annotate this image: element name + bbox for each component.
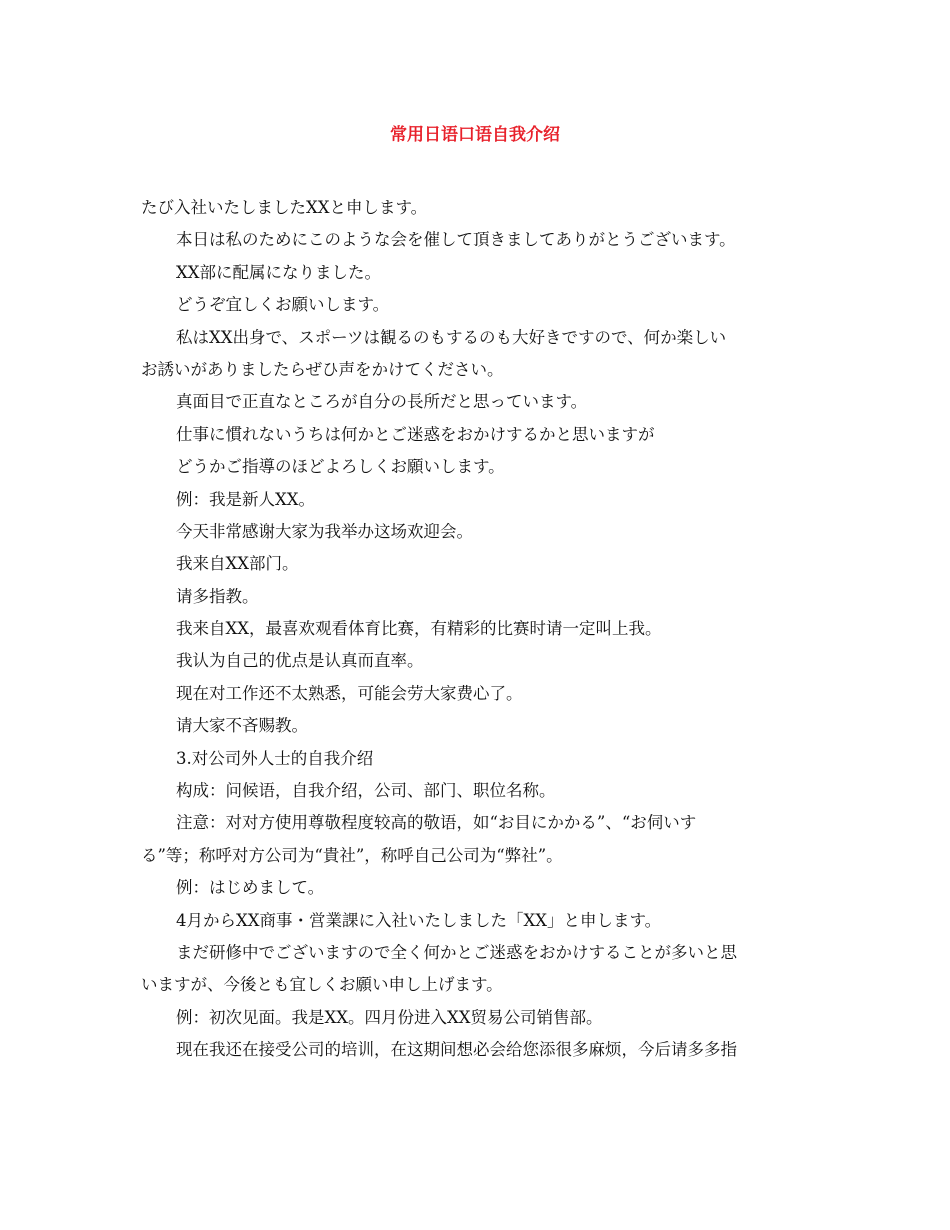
paragraph-line: 今天非常感谢大家为我举办这场欢迎会。 <box>176 521 473 541</box>
paragraph-line: たび入社いたしましたXXと申します。 <box>141 198 428 217</box>
paragraph-line: 现在对工作还不太熟悉，可能会劳大家费心了。 <box>176 683 523 703</box>
paragraph-line: 注意：对对方使用尊敬程度较高的敬语，如“お目にかかる”、“お伺いす <box>176 813 697 833</box>
paragraph-line: 请大家不吝赐教。 <box>176 716 308 736</box>
paragraph-line: お誘いがありましたらぜひ声をかけてください。 <box>141 359 504 379</box>
paragraph-line: どうぞ宜しくお願いします。 <box>176 295 390 315</box>
document-title: 常用日语口语自我介绍 <box>390 125 560 145</box>
section-heading: 3.对公司外人士的自我介绍 <box>176 748 374 768</box>
paragraph-line: 4月からXX商事・営業課に入社いたしました「XX」と申します。 <box>176 910 662 930</box>
paragraph-line: る”等；称呼对方公司为“貴社”，称呼自己公司为“弊社”。 <box>141 845 563 865</box>
paragraph-line: 我认为自己的优点是认真而直率。 <box>176 651 424 671</box>
paragraph-line: 真面目で正直なところが自分の長所だと思っています。 <box>176 392 588 412</box>
paragraph-line: 现在我还在接受公司的培训，在这期间想必会给您添很多麻烦，今后请多多指 <box>176 1040 737 1060</box>
paragraph-line: 我来自XX，最喜欢观看体育比赛，有精彩的比赛时请一定叫上我。 <box>176 619 662 639</box>
paragraph-line: 例：初次见面。我是XX。四月份进入XX贸易公司销售部。 <box>176 1007 603 1027</box>
document-body <box>141 192 813 1067</box>
paragraph-line: 仕事に慣れないうちは何かとご迷惑をおかけするかと思いますが <box>176 424 655 444</box>
paragraph-line: どうかご指導のほどよろしくお願いします。 <box>176 457 505 477</box>
paragraph-line: 例：我是新人XX。 <box>176 489 315 509</box>
paragraph-line: 请多指教。 <box>176 586 259 606</box>
paragraph-line: 私はXX出身で、スポーツは観るのもするのも大好きですので、何か楽しい <box>176 327 727 347</box>
paragraph-line: 例：はじめまして。 <box>176 878 325 898</box>
paragraph-line: いますが、今後とも宜しくお願い申し上げます。 <box>141 975 503 995</box>
paragraph-line: まだ研修中でございますので全く何かとご迷惑をおかけすることが多いと思 <box>176 942 737 962</box>
paragraph-line: 构成：问候语，自我介绍，公司、部门、职位名称。 <box>176 781 556 801</box>
paragraph-line: 本日は私のためにこのような会を催して頂きましてありがとうございます。 <box>176 230 736 250</box>
paragraph-line: 我来自XX部门。 <box>176 554 299 574</box>
paragraph-line: XX部に配属になりました。 <box>176 262 381 282</box>
